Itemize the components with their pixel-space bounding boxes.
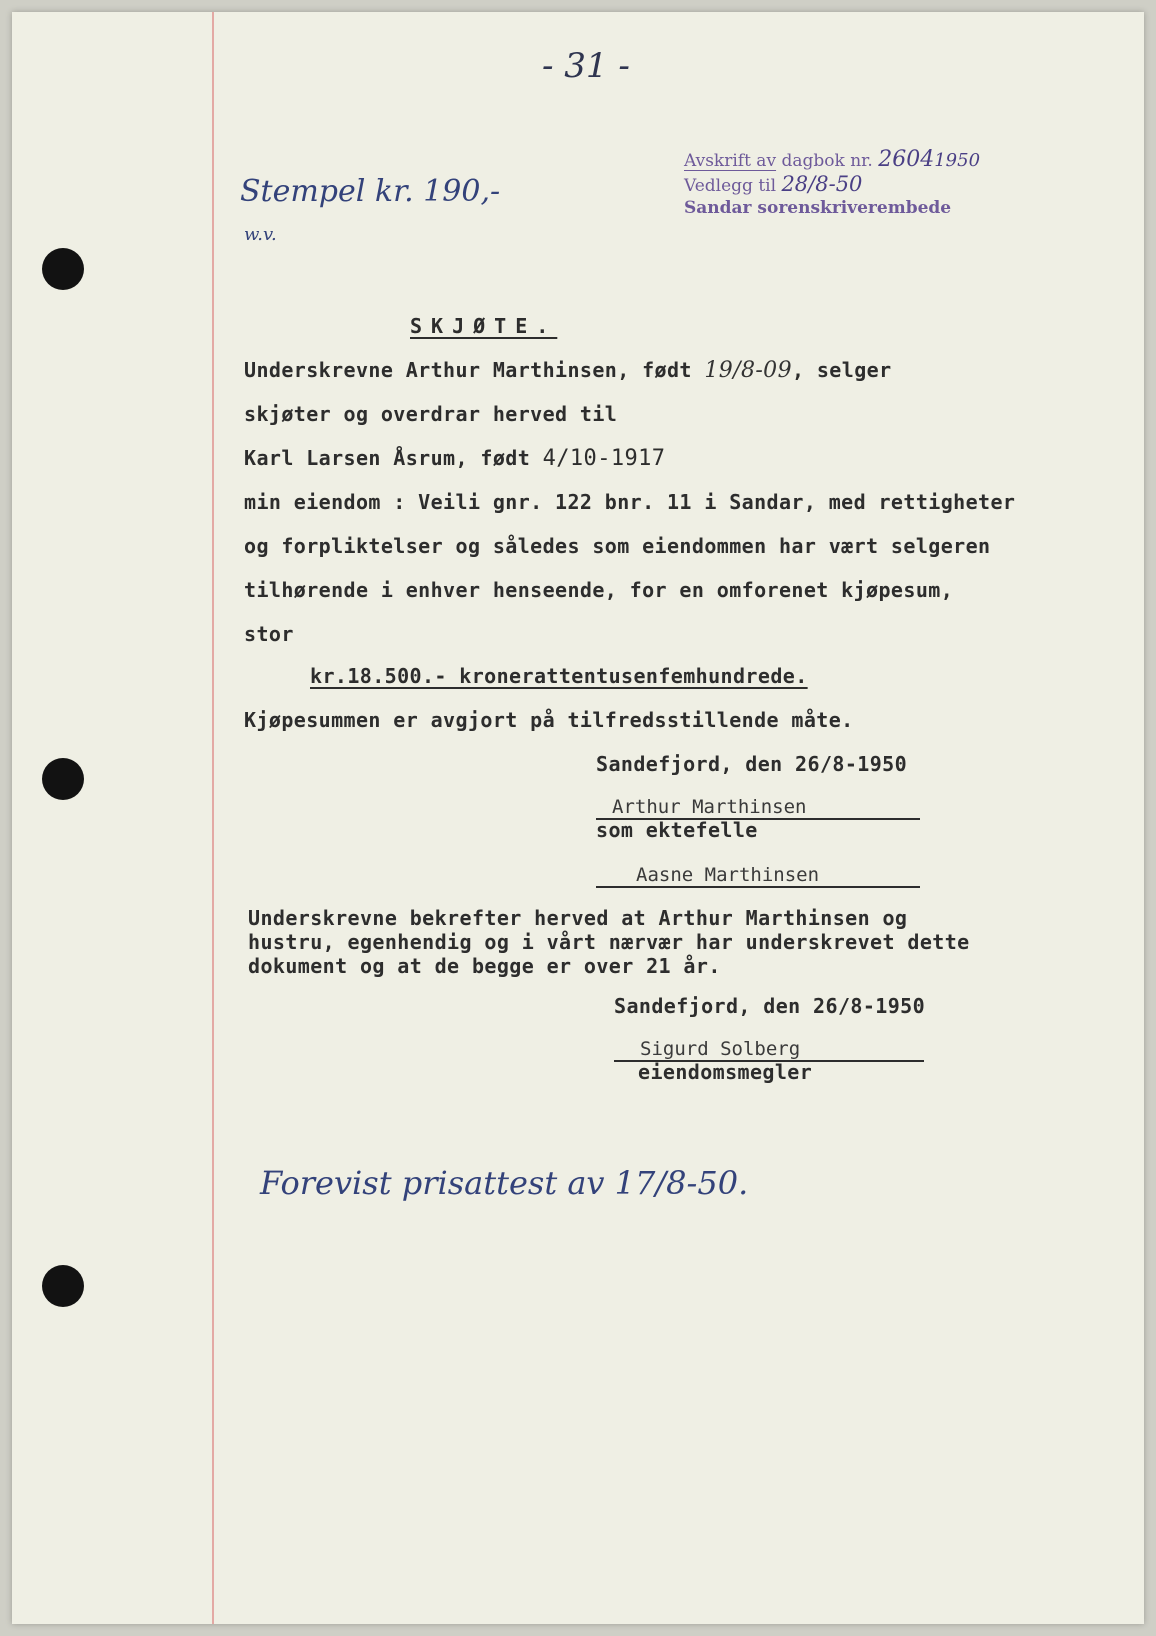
witness-line-2: hustru, egenhendig og i vårt nærvær har underskrevet dette — [248, 930, 970, 954]
signature-spouse: Aasne Marthinsen — [636, 864, 820, 886]
punch-hole-bottom — [42, 1265, 84, 1307]
deed-line-4: min eiendom : Veili gnr. 122 bnr. 11 i Sandar, med rettigheter — [244, 490, 1016, 514]
punch-hole-top — [42, 248, 84, 290]
price-certificate-note: Forevist prisattest av 17/8-50. — [260, 1164, 749, 1202]
signature-seller: Arthur Marthinsen — [612, 796, 807, 818]
deed-line-6: tilhørende i enhver henseende, for en omforenet kjøpesum, — [244, 578, 954, 602]
witness-line-3: dokument og at de begge er over 21 år. — [248, 954, 721, 978]
signature-line-spouse — [596, 886, 920, 888]
deed-line-8: Kjøpesummen er avgjort på tilfredsstillende måte. — [244, 708, 854, 732]
place-date-2: Sandefjord, den 26/8-1950 — [614, 994, 926, 1018]
punch-hole-middle — [42, 758, 84, 800]
stamp-line-2: Vedlegg til 28/8-50 — [684, 172, 863, 196]
deed-line-2: skjøter og overdrar herved til — [244, 402, 618, 426]
witness-line-1: Underskrevne bekrefter herved at Arthur Marthinsen og — [248, 906, 908, 930]
document-page — [12, 12, 1144, 1624]
deed-line-3: Karl Larsen Åsrum, født 4/10-1917 — [244, 446, 666, 471]
stamp-line-1: Avskrift av dagbok nr. 26041950 — [684, 147, 981, 172]
purchase-amount: kr.18.500.- kronerattentusenfemhundrede. — [310, 664, 808, 688]
page-number: - 31 - — [542, 46, 630, 86]
deed-title: SKJØTE. — [410, 314, 558, 338]
stamp-line-3: Sandar sorenskriverembede — [684, 198, 952, 218]
signature-agent: Sigurd Solberg — [640, 1038, 801, 1060]
deed-line-5: og forpliktelser og således som eiendommen har vært selgeren — [244, 534, 991, 558]
place-date-1: Sandefjord, den 26/8-1950 — [596, 752, 908, 776]
margin-line — [212, 12, 214, 1624]
stamp-fee-note: Stempel kr. 190,- — [240, 174, 501, 209]
deed-line-7: stor — [244, 622, 294, 646]
agent-title: eiendomsmegler — [638, 1060, 813, 1084]
initials-note: w.v. — [244, 224, 277, 245]
spouse-label: som ektefelle — [596, 818, 758, 842]
deed-line-1: Underskrevne Arthur Marthinsen, født 19/8-09, selger — [244, 358, 892, 383]
